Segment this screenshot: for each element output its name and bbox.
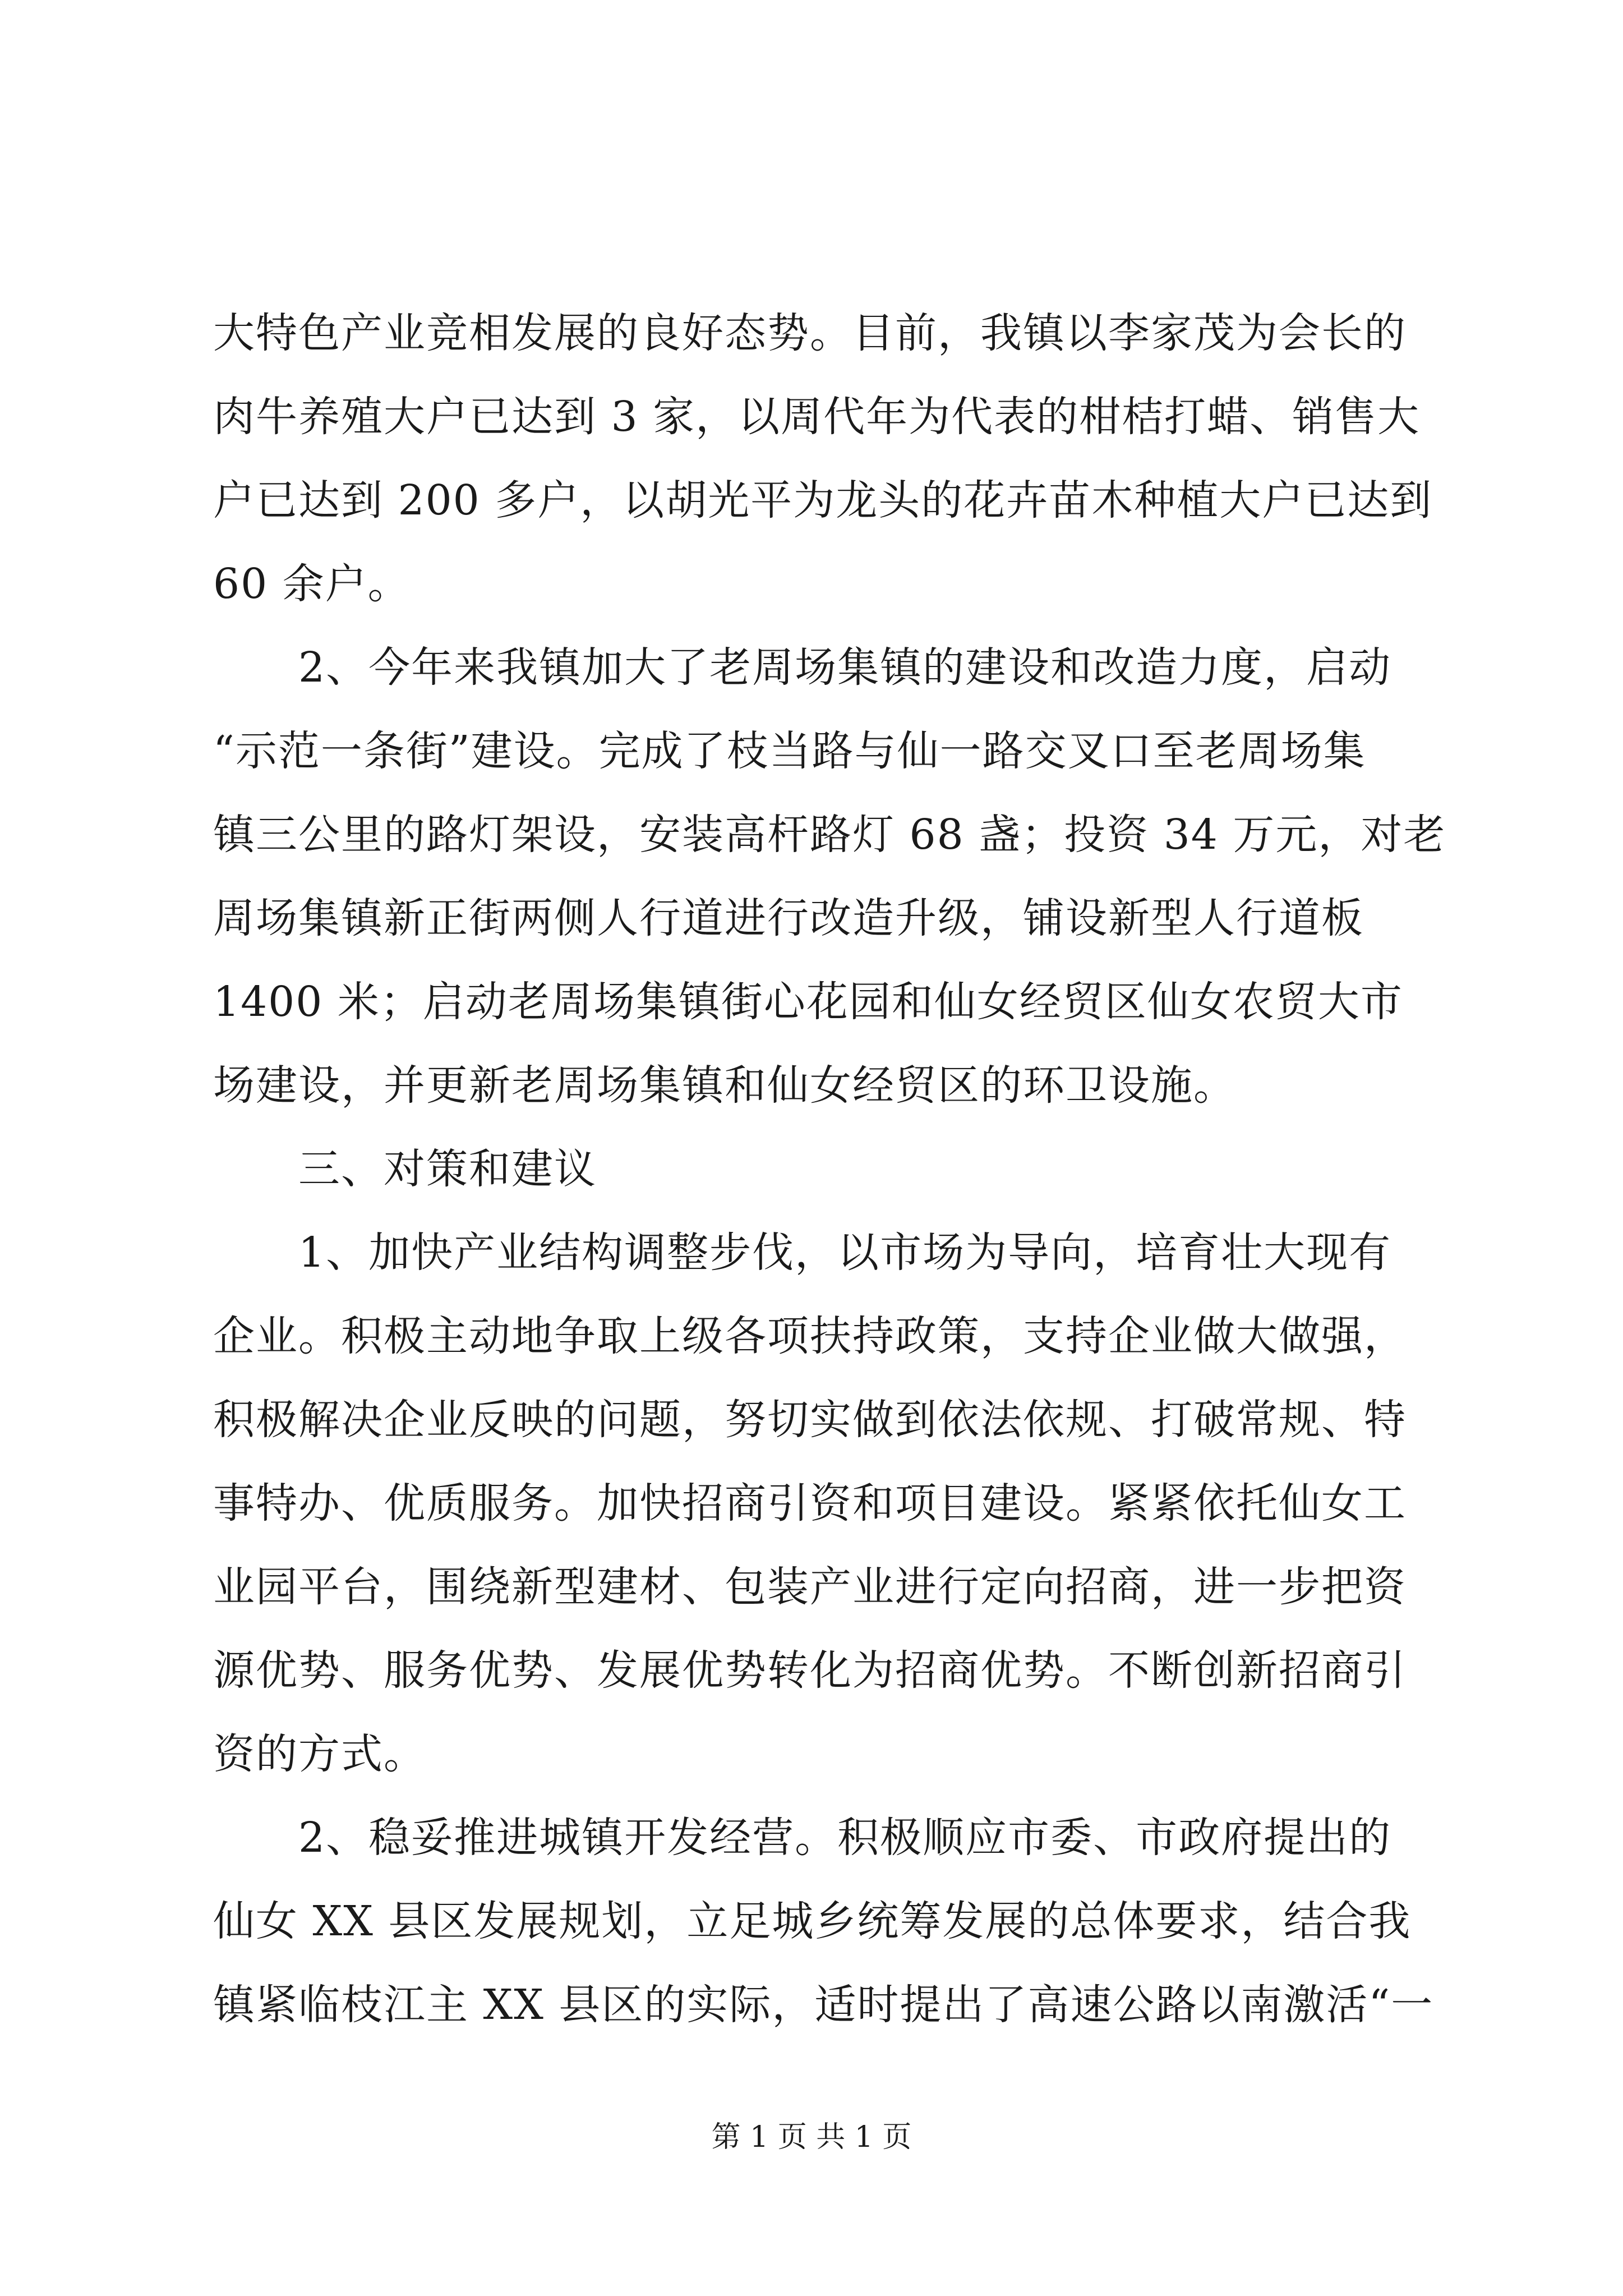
text-line: 大特色产业竞相发展的良好态势。目前，我镇以李家茂为会长的: [213, 309, 1407, 357]
text-line: 场建设，并更新老周场集镇和仙女经贸区的环卫设施。: [213, 1061, 1236, 1110]
text-line: 企业。积极主动地争取上级各项扶持政策，支持企业做大做强，: [213, 1312, 1407, 1360]
text-line: 1400 米；启动老周场集镇街心花园和仙女经贸区仙女农贸大市: [213, 978, 1403, 1026]
text-line: 事特办、优质服务。加快招商引资和项目建设。紧紧依托仙女工: [213, 1479, 1407, 1527]
text-line: 1、加快产业结构调整步伐，以市场为导向，培育壮大现有: [213, 1228, 1392, 1277]
text-line: 资的方式。: [213, 1730, 426, 1778]
text-line: “示范一条街”建设。完成了枝当路与仙一路交叉口至老周场集: [213, 727, 1366, 775]
text-line: 2、稳妥推进城镇开发经营。积极顺应市委、市政府提出的: [213, 1814, 1392, 1862]
section-heading: 三、对策和建议: [213, 1145, 597, 1193]
text-line: 2、今年来我镇加大了老周场集镇的建设和改造力度，启动: [213, 643, 1392, 692]
text-line: 业园平台，围绕新型建材、包装产业进行定向招商，进一步把资: [213, 1563, 1407, 1611]
text-line: 源优势、服务优势、发展优势转化为招商优势。不断创新招商引: [213, 1646, 1407, 1695]
text-line: 积极解决企业反映的问题，努切实做到依法依规、打破常规、特: [213, 1396, 1407, 1444]
text-line: 肉牛养殖大户已达到 3 家，以周代年为代表的柑桔打蜡、销售大: [213, 393, 1421, 441]
page-number-footer: 第 1 页 共 1 页: [711, 2120, 912, 2154]
text-line: 仙女 XX 县区发展规划，立足城乡统筹发展的总体要求，结合我: [213, 1897, 1412, 1945]
text-line: 镇三公里的路灯架设，安装高杆路灯 68 盏；投资 34 万元，对老: [213, 811, 1446, 859]
text-line: 户已达到 200 多户，以胡光平为龙头的花卉苗木种植大户已达到: [213, 476, 1433, 524]
text-line: 镇紧临枝江主 XX 县区的实际，适时提出了高速公路以南激活“一: [213, 1981, 1434, 2029]
text-line: 周场集镇新正街两侧人行道进行改造升级，铺设新型人行道板: [213, 894, 1364, 942]
text-line: 60 余户。: [213, 560, 411, 608]
document-body: [213, 292, 1446, 2047]
